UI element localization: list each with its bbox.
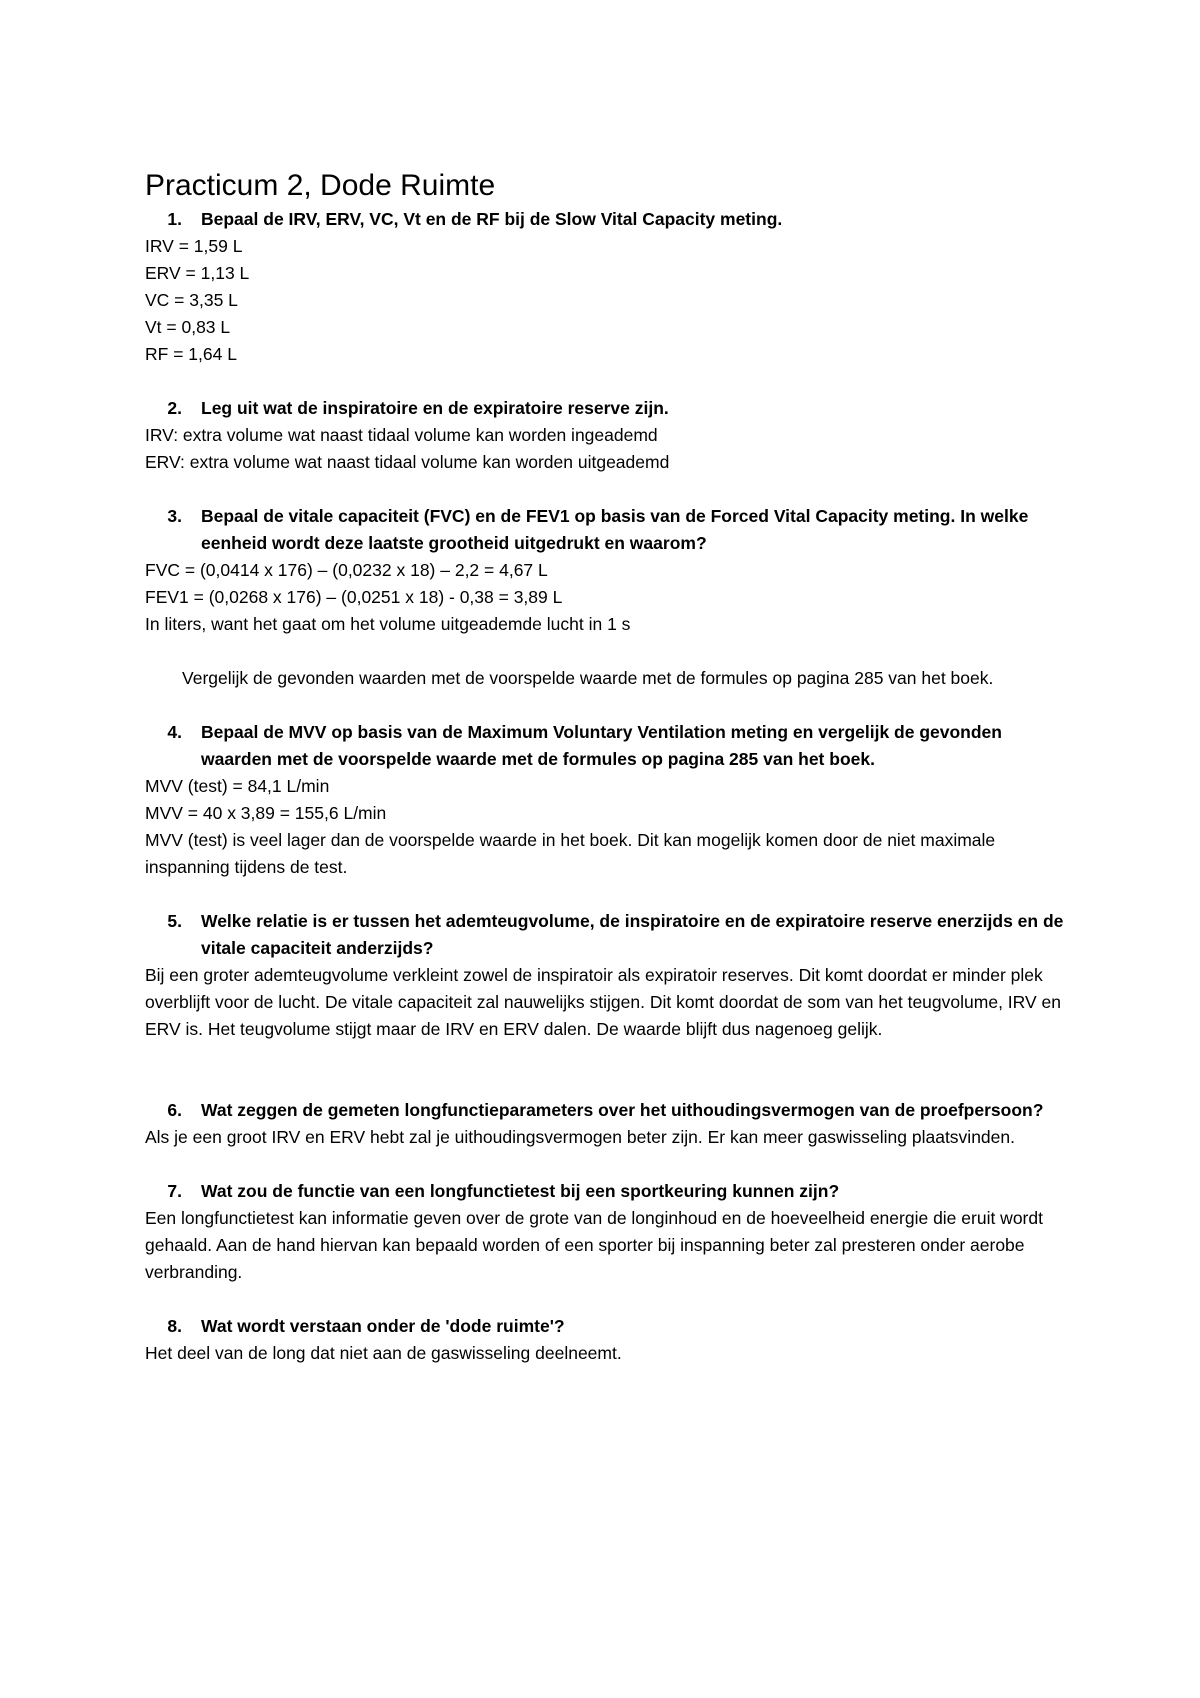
answer-line: VC = 3,35 L <box>145 290 238 310</box>
instruction-note: Vergelijk de gevonden waarden met de voorspelde waarde met de formules op pagina 285 van het boek. <box>182 668 994 688</box>
question-8 <box>145 1313 1065 1340</box>
answer-paragraph: Als je een groot IRV en ERV hebt zal je uithoudingsvermogen beter zijn. Er kan meer gaswisseling plaatsvinden. <box>145 1127 1015 1147</box>
question-number: 4. <box>167 722 182 742</box>
answer-line: IRV = 1,59 L <box>145 236 243 256</box>
question-text: Welke relatie is er tussen het ademteugvolume, de inspiratoire en de expiratoire reserve enerzijds en de vitale capaciteit anderzijds? <box>201 911 1064 958</box>
question-text: Wat wordt verstaan onder de 'dode ruimte'? <box>201 1316 565 1336</box>
question-number: 7. <box>167 1181 182 1201</box>
question-text: Bepaal de MVV op basis van de Maximum Voluntary Ventilation meting en vergelijk de gevonden waarden met de voorspelde waarde met de formules op pagina 285 van het boek. <box>201 722 1002 769</box>
question-number: 5. <box>167 911 182 931</box>
question-number: 1. <box>167 209 182 229</box>
answer-line: ERV = 1,13 L <box>145 263 250 283</box>
answer-line: RF = 1,64 L <box>145 344 237 364</box>
question-text: Wat zeggen de gemeten longfunctieparameters over het uithoudingsvermogen van de proefpersoon? <box>201 1100 1044 1120</box>
question-1 <box>145 206 1065 233</box>
question-number: 8. <box>167 1316 182 1336</box>
answer-paragraph: Het deel van de long dat niet aan de gaswisseling deelneemt. <box>145 1343 622 1363</box>
question-number: 2. <box>167 398 182 418</box>
question-number: 3. <box>167 506 182 526</box>
answer-line: IRV: extra volume wat naast tidaal volume kan worden ingeademd <box>145 425 658 445</box>
answer-line: ERV: extra volume wat naast tidaal volume kan worden uitgeademd <box>145 452 670 472</box>
answer-line: MVV (test) = 84,1 L/min <box>145 776 330 796</box>
answer-line: In liters, want het gaat om het volume uitgeademde lucht in 1 s <box>145 614 631 634</box>
question-4 <box>145 719 1065 773</box>
answer-line: Vt = 0,83 L <box>145 317 231 337</box>
question-6 <box>145 1097 1065 1124</box>
question-3 <box>145 503 1065 557</box>
answer-line: FEV1 = (0,0268 x 176) – (0,0251 x 18) - 0,38 = 3,89 L <box>145 587 563 607</box>
answer-paragraph: Bij een groter ademteugvolume verkleint zowel de inspiratoir als expiratoir reserves. Dit komt doordat er minder plek overblijft voor de lucht. De vitale capaciteit zal nauwelijks stijgen. Dit komt doordat de som van het teugvolume, IRV en ERV is. Het teugvolume stijgt maar de IRV en ERV dalen. De waarde blijft dus nagenoeg gelijk. <box>145 965 1061 1039</box>
document-page <box>145 166 1065 1367</box>
question-2 <box>145 395 1065 422</box>
answer-line: FVC = (0,0414 x 176) – (0,0232 x 18) – 2,2 = 4,67 L <box>145 560 548 580</box>
question-7 <box>145 1178 1065 1205</box>
question-number: 6. <box>167 1100 182 1120</box>
question-text: Bepaal de IRV, ERV, VC, Vt en de RF bij de Slow Vital Capacity meting. <box>201 209 783 229</box>
answer-line: MVV = 40 x 3,89 = 155,6 L/min <box>145 803 387 823</box>
question-text: Wat zou de functie van een longfunctietest bij een sportkeuring kunnen zijn? <box>201 1181 840 1201</box>
answer-line: MVV (test) is veel lager dan de voorspelde waarde in het boek. Dit kan mogelijk komen door de niet maximale inspanning tijdens de test. <box>145 830 996 877</box>
question-text: Bepaal de vitale capaciteit (FVC) en de FEV1 op basis van de Forced Vital Capacity meting. In welke eenheid wordt deze laatste grootheid uitgedrukt en waarom? <box>201 506 1029 553</box>
question-text: Leg uit wat de inspiratoire en de expiratoire reserve zijn. <box>201 398 669 418</box>
answer-paragraph: Een longfunctietest kan informatie geven over de grote van de longinhoud en de hoeveelheid energie die eruit wordt gehaald. Aan de hand hiervan kan bepaald worden of een sporter bij inspanning beter zal presteren onder aerobe verbranding. <box>145 1208 1043 1282</box>
question-5 <box>145 908 1065 962</box>
document-title: Practicum 2, Dode Ruimte <box>145 169 496 202</box>
